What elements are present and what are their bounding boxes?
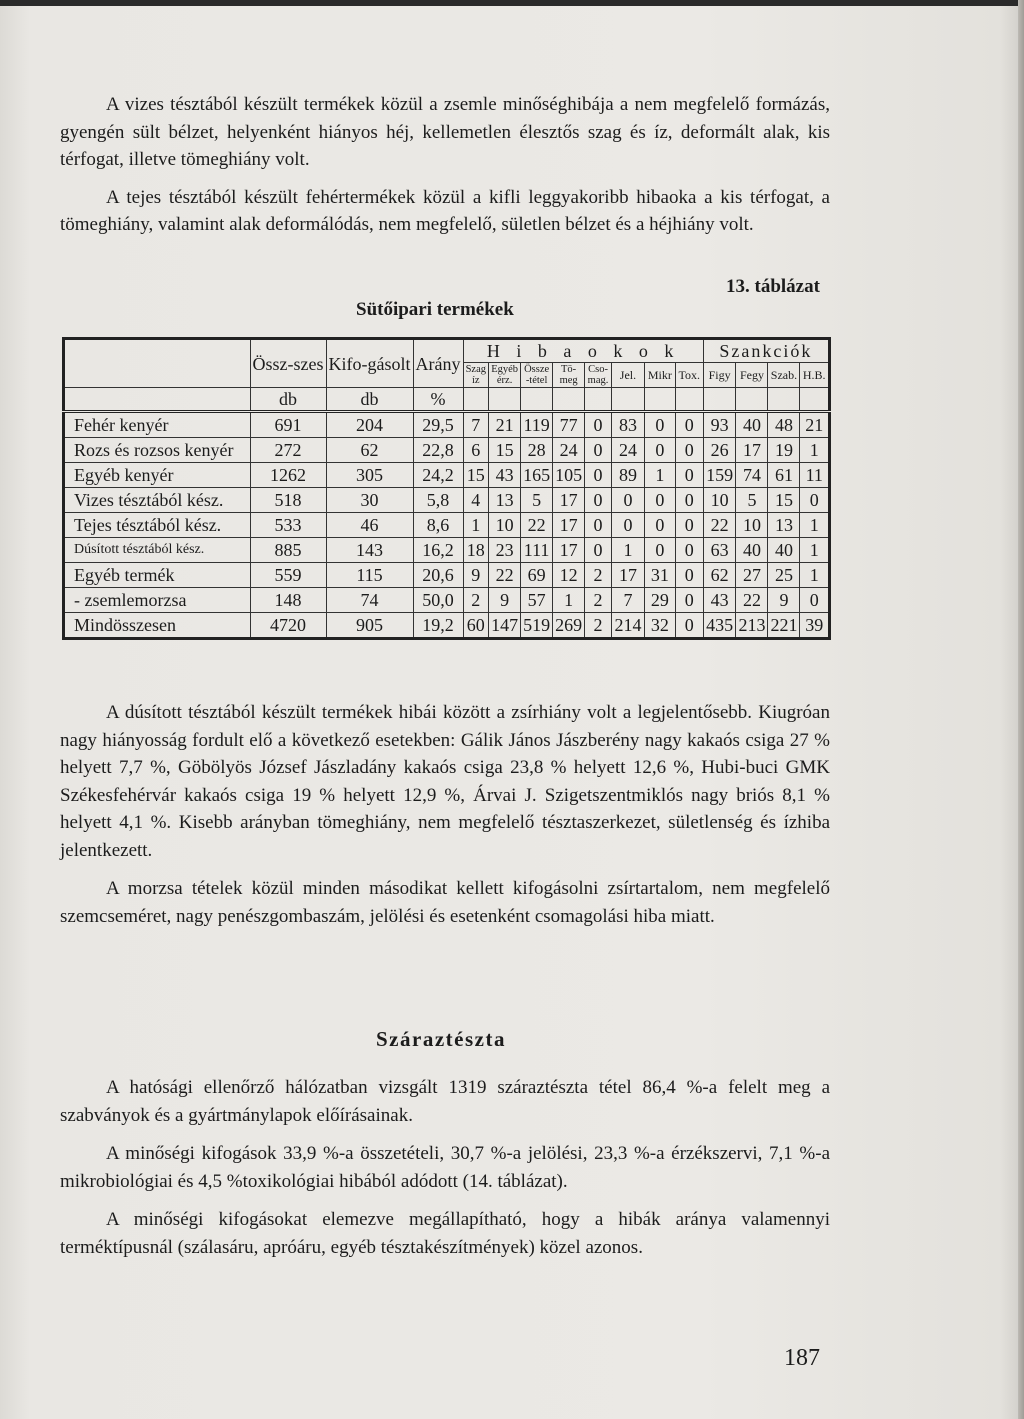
table-cell: 905	[326, 613, 413, 639]
section-heading: Száraztészta	[376, 1027, 506, 1051]
table-cell: 1	[800, 538, 830, 563]
table-cell: 74	[326, 588, 413, 613]
table-cell: 19,2	[413, 613, 463, 639]
table-cell: 57	[521, 588, 553, 613]
table-cell: 4	[463, 488, 489, 513]
table-cell: 61	[768, 463, 800, 488]
table-cell: 21	[800, 412, 830, 438]
table-cell: 22	[736, 588, 768, 613]
table-cell: 1262	[250, 463, 326, 488]
table-cell: 1	[800, 438, 830, 463]
table-cell: 5	[736, 488, 768, 513]
table-cell: 9	[489, 588, 521, 613]
table-cell: 22	[521, 513, 553, 538]
table-cell: 0	[585, 438, 612, 463]
header-figy: Figy	[703, 363, 736, 388]
table-cell: 2	[463, 588, 489, 613]
table-cell: 0	[800, 588, 830, 613]
table-row	[64, 412, 830, 438]
table-cell: 89	[611, 463, 644, 488]
table-cell: 17	[553, 513, 585, 538]
unit-db: db	[326, 388, 413, 412]
table-cell: 62	[703, 563, 736, 588]
table-cell: 77	[553, 412, 585, 438]
table-cell: 885	[250, 538, 326, 563]
table-cell: 60	[463, 613, 489, 639]
table-cell: 435	[703, 613, 736, 639]
table-cell: 22,8	[413, 438, 463, 463]
table-cell: 1	[644, 463, 675, 488]
table-cell: 39	[800, 613, 830, 639]
table-cell: 17	[553, 538, 585, 563]
table-cell: 28	[521, 438, 553, 463]
table-cell: 9	[768, 588, 800, 613]
header-tox: Tox.	[675, 363, 703, 388]
table-cell: 1	[800, 563, 830, 588]
header-mikr: Mikr	[644, 363, 675, 388]
table-row	[64, 563, 830, 588]
table-cell: 20,6	[413, 563, 463, 588]
table-row	[64, 613, 830, 639]
paragraph: A tejes tésztából készült fehértermékek közül a kifli leggyakoribb hibaoka a kis térfogat, a tömeghiány, valamint alak deformálódás, nem megfelelő, sületlen bélzet és a héjhiány volt.	[60, 186, 830, 235]
table-cell: 2	[585, 563, 612, 588]
table-cell: 0	[644, 438, 675, 463]
table-cell: 23	[489, 538, 521, 563]
table-cell: 29	[644, 588, 675, 613]
header-hibaokok: H i b a o k o k	[463, 339, 703, 363]
table-cell: 143	[326, 538, 413, 563]
page-number: 187	[784, 1345, 820, 1371]
table-cell: 533	[250, 513, 326, 538]
table-number: 13. táblázat	[726, 276, 820, 297]
header-egyeb: Egyéb érz.	[489, 363, 521, 388]
table-cell: 12	[553, 563, 585, 588]
table-cell: 1	[463, 513, 489, 538]
table-cell: 204	[326, 412, 413, 438]
table-cell: 17	[736, 438, 768, 463]
row-label: Egyéb termék	[64, 563, 251, 588]
header-cso: Cso- mag.	[585, 363, 612, 388]
table-cell: 63	[703, 538, 736, 563]
table-cell: 214	[611, 613, 644, 639]
table-cell: 10	[703, 488, 736, 513]
unit-row	[64, 388, 830, 412]
table-cell: 0	[644, 412, 675, 438]
table-cell: 43	[489, 463, 521, 488]
table-cell: 62	[326, 438, 413, 463]
table-cell: 0	[675, 488, 703, 513]
table-cell: 0	[800, 488, 830, 513]
table-cell: 0	[644, 538, 675, 563]
table-cell: 26	[703, 438, 736, 463]
header-to: Tö- meg	[553, 363, 585, 388]
table-cell: 111	[521, 538, 553, 563]
table-cell: 0	[585, 538, 612, 563]
table-cell: 0	[675, 513, 703, 538]
table-cell: 0	[675, 613, 703, 639]
table-cell: 31	[644, 563, 675, 588]
table-row	[64, 488, 830, 513]
row-label: - zsemlemorzsa	[64, 588, 251, 613]
table-cell: 691	[250, 412, 326, 438]
table-cell: 18	[463, 538, 489, 563]
paragraph: A vizes tésztából készült termékek közül a zsemle minőséghibája a nem megfelelő formázás, gyengén sült bélzet, helyenként hiányos héj, kellemetlen élesztős szag és íz, deformált alak, kis térfogat, illetve tömeghiány volt.	[60, 94, 830, 170]
table-cell: 43	[703, 588, 736, 613]
table-cell: 19	[768, 438, 800, 463]
row-label: Vizes tésztából kész.	[64, 488, 251, 513]
table-cell: 0	[675, 563, 703, 588]
table-cell: 27	[736, 563, 768, 588]
header-row-groups	[64, 339, 830, 363]
header-hb: H.B.	[800, 363, 830, 388]
table-cell: 83	[611, 412, 644, 438]
table-cell: 272	[250, 438, 326, 463]
header-ossz: Össz-szes	[250, 339, 326, 388]
intro-text	[60, 91, 830, 239]
table-cell: 147	[489, 613, 521, 639]
table-cell: 15	[768, 488, 800, 513]
table-cell: 0	[611, 513, 644, 538]
table-cell: 11	[800, 463, 830, 488]
header-kifo: Kifo-gásolt	[326, 339, 413, 388]
row-label: Fehér kenyér	[64, 412, 251, 438]
table-cell: 9	[463, 563, 489, 588]
table-cell: 15	[489, 438, 521, 463]
table-cell: 17	[553, 488, 585, 513]
table-cell: 32	[644, 613, 675, 639]
table-cell: 0	[675, 538, 703, 563]
table-cell: 305	[326, 463, 413, 488]
table-cell: 48	[768, 412, 800, 438]
table-cell: 0	[585, 513, 612, 538]
scan-top-edge	[0, 0, 1024, 6]
bottom-text	[60, 1074, 830, 1261]
table-row	[64, 538, 830, 563]
table-cell: 13	[489, 488, 521, 513]
table-cell: 5,8	[413, 488, 463, 513]
table-cell: 16,2	[413, 538, 463, 563]
table-cell: 221	[768, 613, 800, 639]
table-cell: 69	[521, 563, 553, 588]
table-cell: 165	[521, 463, 553, 488]
table-cell: 213	[736, 613, 768, 639]
row-label: Mindösszesen	[64, 613, 251, 639]
table-cell: 1	[553, 588, 585, 613]
table-cell: 7	[611, 588, 644, 613]
table-cell: 40	[736, 412, 768, 438]
table-cell: 105	[553, 463, 585, 488]
table-cell: 10	[489, 513, 521, 538]
table-cell: 1	[611, 538, 644, 563]
header-jel: Jel.	[611, 363, 644, 388]
data-table	[62, 337, 831, 640]
paragraph: A minőségi kifogások 33,9 %-a összetételi, 30,7 %-a jelölési, 23,3 %-a érzékszervi, 7,1 %-a mikrobiológiai és 4,5 %toxikológiai hibából adódott (14. táblázat).	[60, 1143, 830, 1192]
paragraph: A morzsa tételek közül minden másodikat kellett kifogásolni zsírtartalom, nem megfelelő szemcseméret, nagy penészgombaszám, jelölési és esetenként csomagolási hiba miatt.	[60, 878, 830, 927]
table-cell: 2	[585, 613, 612, 639]
table-cell: 269	[553, 613, 585, 639]
table-cell: 0	[611, 488, 644, 513]
table-row	[64, 513, 830, 538]
table-cell: 7	[463, 412, 489, 438]
table-cell: 8,6	[413, 513, 463, 538]
table-cell: 518	[250, 488, 326, 513]
table-cell: 29,5	[413, 412, 463, 438]
table-cell: 0	[585, 412, 612, 438]
table-cell: 40	[768, 538, 800, 563]
table-cell: 0	[644, 513, 675, 538]
table-cell: 22	[703, 513, 736, 538]
table-row	[64, 588, 830, 613]
unit-pct: %	[413, 388, 463, 412]
table-cell: 10	[736, 513, 768, 538]
table-cell: 46	[326, 513, 413, 538]
middle-text	[60, 699, 830, 930]
header-szankciok: Szankciók	[703, 339, 829, 363]
table-cell: 6	[463, 438, 489, 463]
table-cell: 0	[675, 412, 703, 438]
table-cell: 559	[250, 563, 326, 588]
header-fegy: Fegy	[736, 363, 768, 388]
table-title: Sütőipari termékek	[356, 299, 514, 320]
table-cell: 25	[768, 563, 800, 588]
table-cell: 40	[736, 538, 768, 563]
scan-right-edge	[1018, 0, 1024, 1419]
table-cell: 17	[611, 563, 644, 588]
table-cell: 15	[463, 463, 489, 488]
header-szag: Szag íz	[463, 363, 489, 388]
header-arany: Arány	[413, 339, 463, 388]
table-row	[64, 438, 830, 463]
paragraph: A dúsított tésztából készült termékek hibái között a zsírhiány volt a legjelentősebb. Kiugróan nagy hiányosság fordult elő a következő esetekben: Gálik János Jászberény nagy kakaós csiga 27 % helyett 7,7 %, Göbölyös József Jászladány kakaós csiga 23,8 % helyett 12,6 %, Hubi-buci GMK Székesfehérvár kakaós csiga 19 % helyett 12,9 %, Árvai J. Szigetszentmiklós nagy briós 8,1 % helyett 4,1 %. Kisebb arányban tömeghiány, nem megfelelő tésztaszerkezet, sületlenség és ízhiba jelentkezett.	[60, 702, 830, 861]
table-cell: 115	[326, 563, 413, 588]
table-cell: 4720	[250, 613, 326, 639]
table-cell: 30	[326, 488, 413, 513]
unit-db: db	[250, 388, 326, 412]
table-cell: 24	[611, 438, 644, 463]
row-label: Egyéb kenyér	[64, 463, 251, 488]
table-cell: 50,0	[413, 588, 463, 613]
table-cell: 24,2	[413, 463, 463, 488]
table-cell: 0	[585, 488, 612, 513]
table-cell: 5	[521, 488, 553, 513]
table-cell: 1	[800, 513, 830, 538]
row-label: Rozs és rozsos kenyér	[64, 438, 251, 463]
table-cell: 119	[521, 412, 553, 438]
table-cell: 0	[675, 438, 703, 463]
table-cell: 24	[553, 438, 585, 463]
header-blank	[64, 339, 251, 388]
row-label: Dúsított tésztából kész.	[64, 538, 251, 563]
table-row	[64, 463, 830, 488]
paragraph: A minőségi kifogásokat elemezve megállapítható, hogy a hibák aránya valamennyi terméktípusnál (szálasáru, apróáru, egyéb tésztakészítmények) közel azonos.	[60, 1209, 830, 1258]
table-cell: 0	[644, 488, 675, 513]
header-ossze: Össze -tétel	[521, 363, 553, 388]
table-cell: 93	[703, 412, 736, 438]
table-cell: 148	[250, 588, 326, 613]
table-cell: 74	[736, 463, 768, 488]
paragraph: A hatósági ellenőrző hálózatban vizsgált 1319 száraztészta tétel 86,4 %-a felelt meg a szabványok és a gyártmánylapok előírásainak.	[60, 1077, 830, 1126]
table-cell: 22	[489, 563, 521, 588]
header-szab: Szab.	[768, 363, 800, 388]
row-label: Tejes tésztából kész.	[64, 513, 251, 538]
table-cell: 21	[489, 412, 521, 438]
table-cell: 0	[675, 588, 703, 613]
table-cell: 0	[675, 463, 703, 488]
table-cell: 0	[585, 463, 612, 488]
table-cell: 159	[703, 463, 736, 488]
table-cell: 519	[521, 613, 553, 639]
table-cell: 2	[585, 588, 612, 613]
table-cell: 13	[768, 513, 800, 538]
